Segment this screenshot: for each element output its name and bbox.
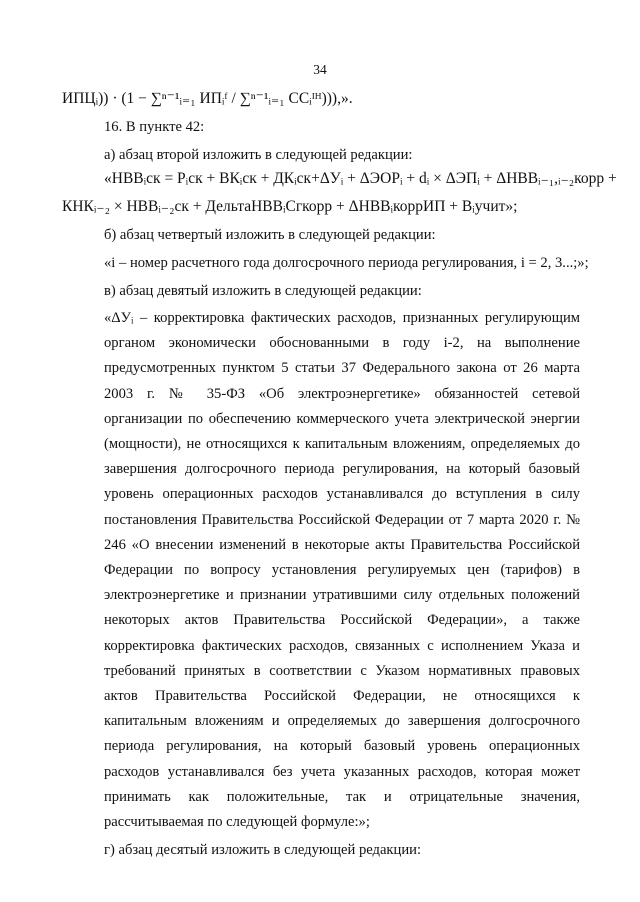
formula-tail: ИПЦᵢ)) · (1 − ∑ⁿ⁻¹ᵢ₌₁ ИПᵢᶠ / ∑ⁿ⁻¹ᵢ₌₁ ССᵢᴵᴴ))),». <box>62 90 353 107</box>
item-v-heading: в) абзац девятый изложить в следующей редакции: <box>104 283 422 299</box>
formula-a-line-1: «НВВᵢск = Рᵢск + ВКᵢск + ДКᵢск+ΔУᵢ + ΔЭОРᵢ + dᵢ × ΔЭПᵢ + ΔНВВᵢ₋₁,ᵢ₋₂корр + <box>104 170 617 187</box>
item-16-heading: 16. В пункте 42: <box>104 119 205 135</box>
item-a-heading: а) абзац второй изложить в следующей редакции: <box>104 147 413 163</box>
item-b-text: «i – номер расчетного года долгосрочного периода регулирования, i = 2, 3...;»; <box>104 255 589 271</box>
item-g-heading: г) абзац десятый изложить в следующей редакции: <box>104 842 422 859</box>
item-b-heading: б) абзац четвертый изложить в следующей редакции: <box>104 227 436 243</box>
item-v-paragraph: «ΔУᵢ – корректировка фактических расходов, признанных регулирующим органом экономически обоснованными в году i-2, на выполнение предусмотренных пунктом 5 статьи 37 Федерального закона от 26 марта 2003 г. № 35-ФЗ «Об электроэнергетике» обязанностей сетевой организации по обеспечению коммерческого учета электрической энергии (мощности), не относящихся к капитальным вложениям, определяемых до завершения долгосрочного периода регулирования, на который базовый уровень операционных расходов устанавливался до вступления в силу постановления Правительства Российской Федерации от 7 марта 2020 г. № 246 «О внесении изменений в некоторые акты Правительства Российской Федерации по вопросу установления регулируемых цен (тарифов) в электроэнергетике и признании утратившими силу отдельных положений некоторых актов Правительства Российской Федерации», а также корректировка фактических расходов, связанных с исполнением Указа и требований принятых в соответствии с Указом нормативных правовых актов Правительства Российской Федерации, не относящихся к капитальным вложениям и определяемых до завершения долгосрочного периода регулирования, на который базовый уровень операционных расходов устанавливался без учета указанных расходов, которая может принимать как положительные, так и отрицательные значения, рассчитываемая по следующей формуле:»; <box>104 310 580 831</box>
document-body <box>62 88 617 861</box>
page-number: 34 <box>313 62 327 77</box>
formula-a-line-2: КНКᵢ₋₂ × НВВᵢ₋₂ск + ДельтаНВВᵢСгкорр + ΔНВВᵢкоррИП + Вᵢучит»; <box>62 198 518 215</box>
